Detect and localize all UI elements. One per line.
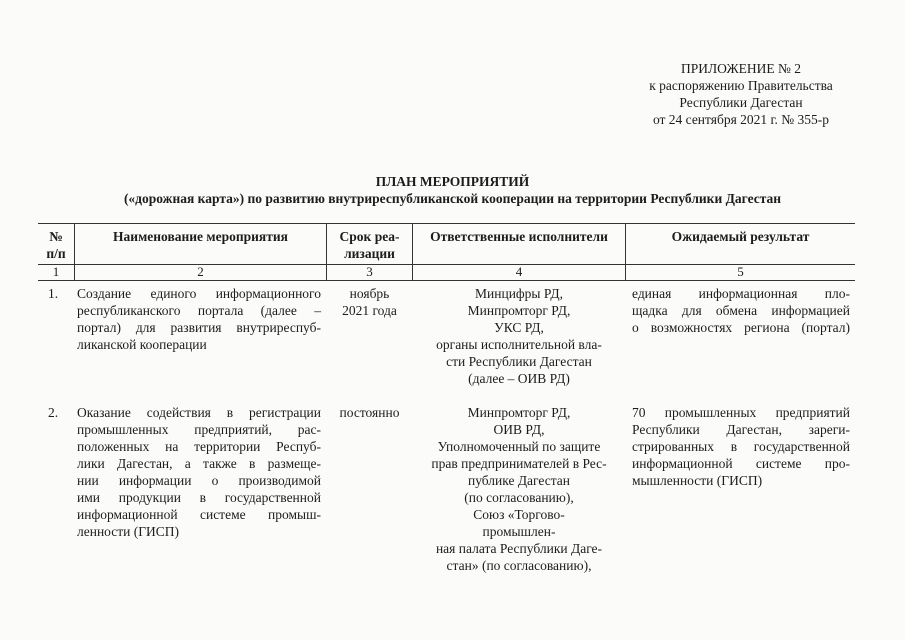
row-1-result: единая информационная пло- щадка для обмена информацией о возможностях региона (портал) [632,286,850,335]
header-name: Наименование мероприятия [113,229,288,244]
header-number: № п/п [46,229,66,261]
row-1-number: 1. [48,286,59,301]
row-1-name: Создание единого информационного республиканского портала (далее – портал) для развития внутриреспуб- ликанской кооперации [77,286,321,352]
row-1-responsible: Минцифры РД, Минпромторг РД, УКС РД, органы исполнительной вла- сти Республики Дагестан (далее – ОИВ РД) [436,286,602,386]
row-1-term: ноябрь 2021 года [342,286,397,318]
row-2-term: постоянно [339,405,400,420]
header-result: Ожидаемый результат [671,229,810,244]
appendix-number: ПРИЛОЖЕНИЕ № 2 [680,61,802,76]
table-top-border [38,223,855,224]
appendix-block [600,60,882,128]
column-number: 1 [52,264,60,279]
table-numbers-divider [38,280,855,281]
appendix-order-ref: к распоряжению Правительства [649,78,833,93]
column-number: 3 [366,264,373,279]
document-title: ПЛАН МЕРОПРИЯТИЙ [375,174,530,189]
row-2-number: 2. [48,405,59,420]
column-number: 4 [515,264,523,279]
appendix-date: от 24 сентября 2021 г. № 355-р [652,112,830,127]
column-number: 2 [197,264,204,279]
document-subtitle: («дорожная карта») по развитию внутриреспубликанской кооперации на территории Республики Дагестан [123,191,782,206]
row-2-name: Оказание содействия в регистрации промышленных предприятий, рас- положенных на территории Респуб- лики Дагестан, а также в размеще- нии информации о производимой ими продукции в государственной информационной системе промыш- ленности (ГИСП) [77,405,321,539]
header-term: Срок реа- лизации [339,229,400,261]
header-responsible: Ответственные исполнители [430,229,608,244]
row-2-responsible: Минпромторг РД, ОИВ РД, Уполномоченный по защите прав предпринимателей в Рес- публике Дагестан (по согласованию), Союз «Торгово- промышлен- ная палата Республики Даге- стан» (по согласованию), [431,405,607,573]
column-number: 5 [737,264,744,279]
appendix-republic: Республики Дагестан [679,95,803,110]
row-2-result: 70 промышленных предприятий Республики Дагестан, зареги- стрированных в государственной информационной системе про- мышленности (ГИСП) [632,405,850,488]
